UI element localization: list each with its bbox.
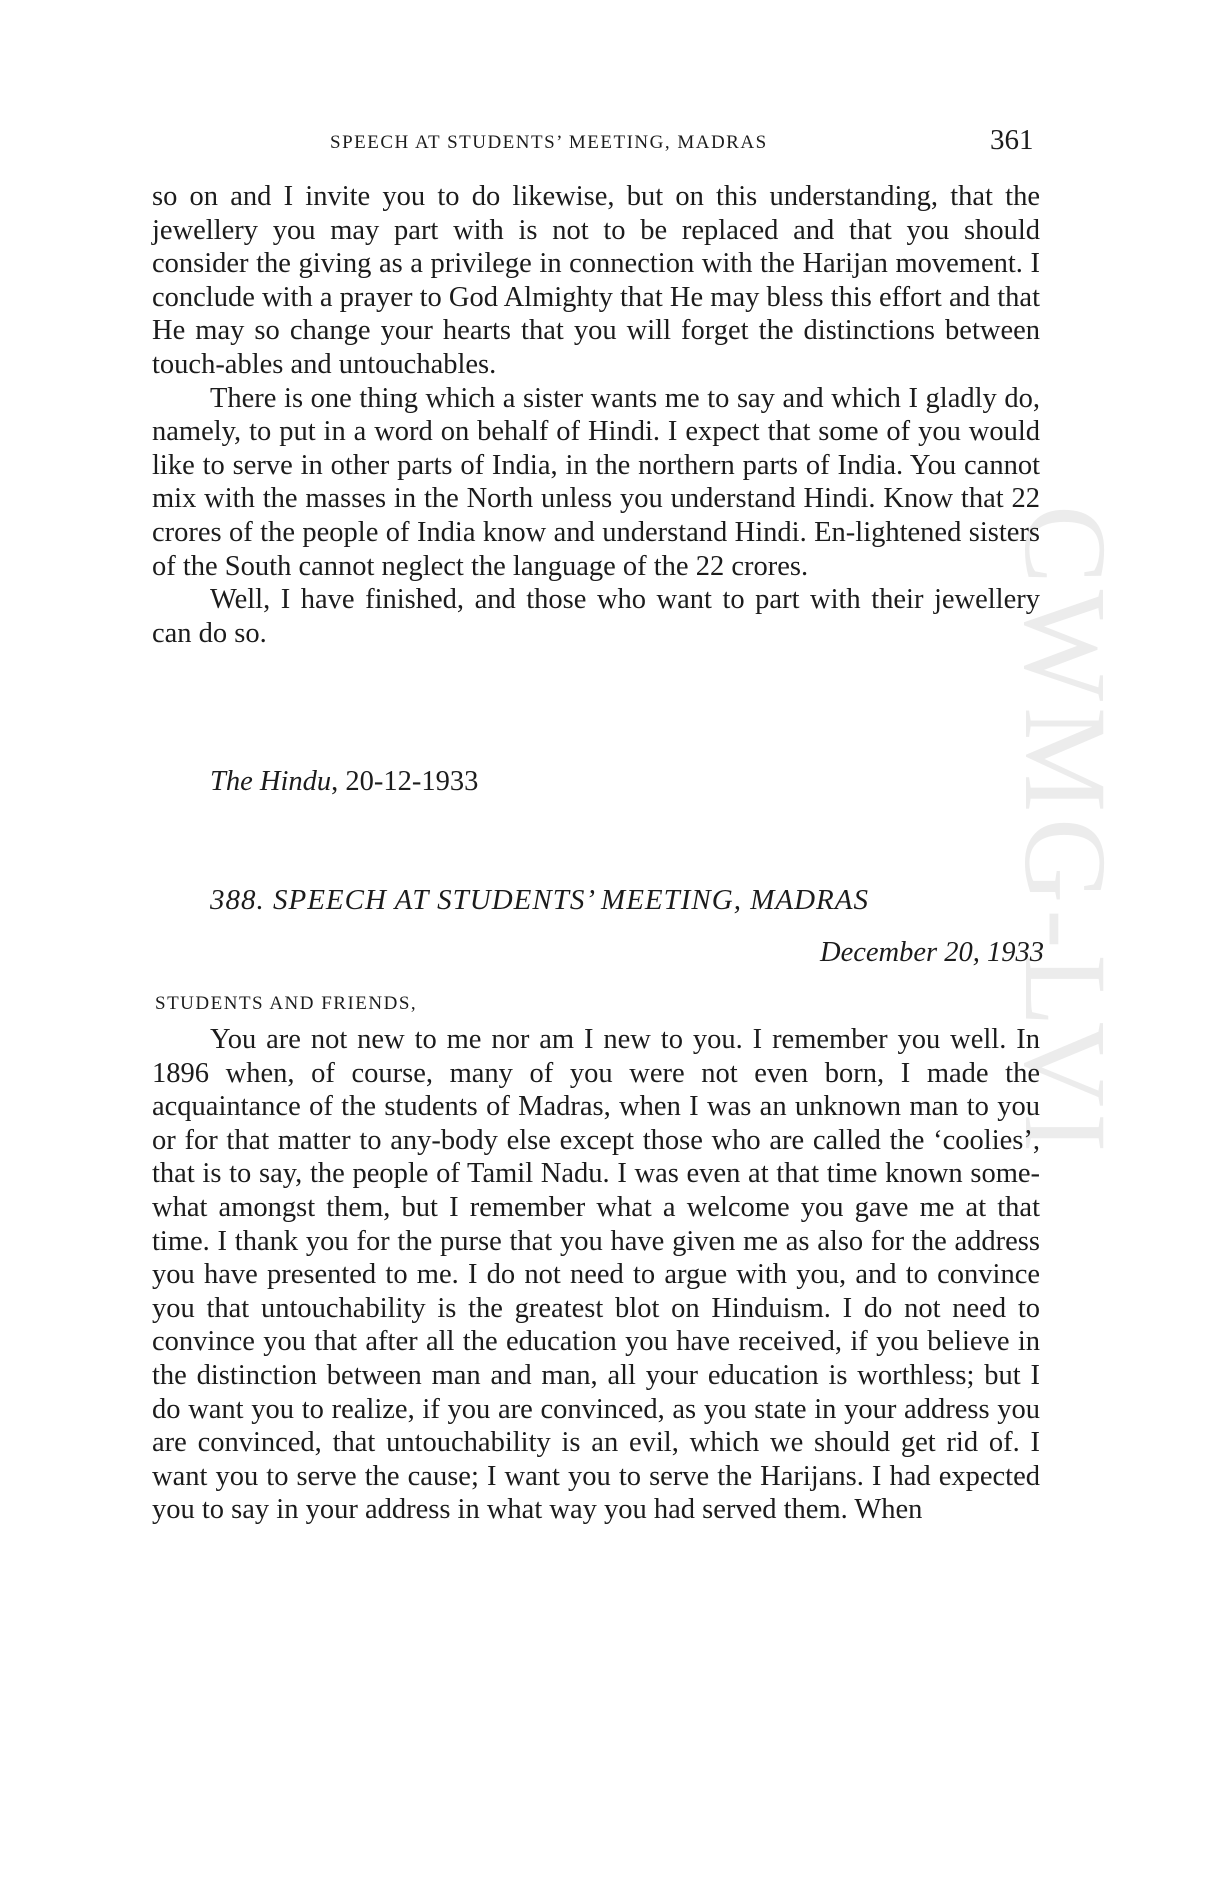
paragraph-2: There is one thing which a sister wants me to say and which I gladly do, namely, to put in a word on behalf of Hindi. I expect that some of you would like to serve in other parts of India, in the northern parts of India. You cannot mix with the masses in the North unless you understand Hindi. Know that 22 crores of the people of India know and understand Hindi. En-lightened sisters of the South cannot neglect the language of the 22 crores. — [152, 382, 1040, 582]
source-publication: The Hindu — [210, 766, 332, 797]
paragraph-3: Well, I have finished, and those who want to part with their jewellery can do so. — [152, 584, 1040, 649]
page-number: 361 — [990, 124, 1034, 156]
salutation: STUDENTS AND FRIENDS, — [155, 993, 418, 1014]
section-title: 388. SPEECH AT STUDENTS’ MEETING, MADRAS — [210, 884, 869, 916]
source-date: , 20-12-1933 — [331, 766, 479, 797]
section-date: December 20, 1933 — [820, 937, 1044, 968]
speech-paragraph: You are not new to me nor am I new to you. I remember you well. In 1896 when, of course, many of you were not even born, I made the acquaintance of the students of Madras, when I was an unknown man to you or for that matter to any-body else except those who are called the ‘coolies’, that is to say, the people of Tamil Nadu. I was even at that time known some-what amongst them, but I remember what a welcome you gave me at that time. I thank you for the purse that you have given me as also for the address you have presented to me. I do not need to argue with you, and to convince you that untouchability is the greatest blot on Hinduism. I do not need to convince you that after all the education you have received, if you believe in the distinction between man and man, all your education is worthless; but I do want you to realize, if you are convinced, as you state in your address you are convinced, that untouchability is an evil, which we should get rid of. I want you to serve the cause; I want you to serve the Harijans. I had expected you to say in your address in what way you had served them. When — [152, 1024, 1040, 1526]
speech-text — [152, 1023, 1040, 1527]
paragraph-1: so on and I invite you to do likewise, but on this understanding, that the jewellery you may part with is not to be replaced and that you should consider the giving as a privilege in connection with the Harijan movement. I conclude with a prayer to God Almighty that He may bless this effort and that He may so change your hearts that you will forget the distinctions between touch-ables and untouchables. — [152, 181, 1040, 380]
source-citation — [210, 766, 478, 798]
running-head: SPEECH AT STUDENTS’ MEETING, MADRAS — [330, 132, 768, 153]
watermark: CWMG-LVI — [1000, 505, 1131, 1159]
continuation-text — [152, 180, 1040, 650]
